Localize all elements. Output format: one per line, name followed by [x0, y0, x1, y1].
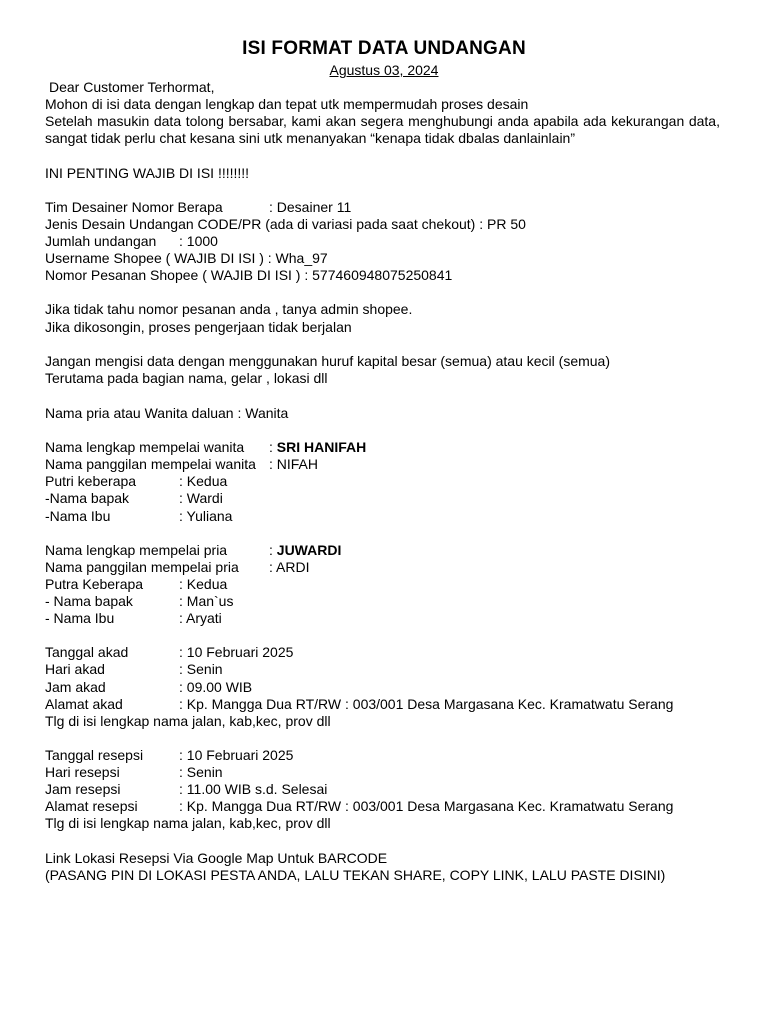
resepsi-date-label: Tanggal resepsi: [45, 747, 144, 763]
akad-date-value: : 10 Februari 2025: [179, 644, 294, 660]
bride-full-name-value: : SRI HANIFAH: [269, 439, 367, 455]
akad-address-label: Alamat akad: [45, 696, 123, 712]
bride-mother-value: : Yuliana: [179, 508, 233, 524]
note-empty-warning: Jika dikosongin, proses pengerjaan tidak berjalan: [45, 319, 352, 335]
intro-paragraph: Setelah masukin data tolong bersabar, kami akan segera menghubungi anda apabila ada kekurangan data, sangat tidak perlu chat kesana sini utk menanyakan “kenapa tidak dbalas danlainlain”: [45, 113, 720, 146]
groom-mother-value: : Aryati: [179, 610, 222, 626]
groom-father-value: : Man`us: [179, 593, 234, 609]
resepsi-day-label: Hari resepsi: [45, 764, 120, 780]
important-notice: INI PENTING WAJIB DI ISI !!!!!!!!: [45, 165, 250, 181]
akad-date-label: Tanggal akad: [45, 644, 129, 660]
groom-full-name-value: : JUWARDI: [269, 542, 342, 558]
note-order-number: Jika tidak tahu nomor pesanan anda , tanya admin shopee.: [45, 301, 413, 317]
bride-father-value: : Wardi: [179, 490, 223, 506]
resepsi-time-label: Jam resepsi: [45, 781, 121, 797]
bride-nickname-label: Nama panggilan mempelai wanita: [45, 456, 256, 472]
bride-father-label: -Nama bapak: [45, 490, 130, 506]
groom-mother-label: - Nama Ibu: [45, 610, 115, 626]
akad-address-note: Tlg di isi lengkap nama jalan, kab,kec, prov dll: [45, 713, 331, 729]
shopee-username-line: Username Shopee ( WAJIB DI ISI ) : Wha_97: [45, 250, 328, 266]
resepsi-day-value: : Senin: [179, 764, 223, 780]
resepsi-time-value: : 11.00 WIB s.d. Selesai: [179, 781, 328, 797]
invitation-count-label: Jumlah undangan: [45, 233, 157, 249]
document-date: Agustus 03, 2024: [329, 62, 439, 78]
designer-team-value: : Desainer 11: [269, 199, 352, 215]
document-title: ISI FORMAT DATA UNDANGAN: [242, 38, 526, 59]
akad-address-value: : Kp. Mangga Dua RT/RW : 003/001 Desa Margasana Kec. Kramatwatu Serang: [179, 696, 674, 712]
akad-time-value: : 09.00 WIB: [179, 679, 253, 695]
groom-father-label: - Nama bapak: [45, 593, 133, 609]
akad-day-value: : Senin: [179, 661, 223, 677]
akad-day-label: Hari akad: [45, 661, 105, 677]
map-link-instruction: (PASANG PIN DI LOKASI PESTA ANDA, LALU TEKAN SHARE, COPY LINK, LALU PASTE DISINI): [45, 867, 666, 883]
name-order-line: Nama pria atau Wanita daluan : Wanita: [45, 405, 289, 421]
resepsi-address-note: Tlg di isi lengkap nama jalan, kab,kec, prov dll: [45, 815, 331, 831]
groom-child-order-value: : Kedua: [179, 576, 228, 592]
design-type-line: Jenis Desain Undangan CODE/PR (ada di variasi pada saat chekout) : PR 50: [45, 216, 526, 232]
resepsi-address-label: Alamat resepsi: [45, 798, 138, 814]
bride-full-name-label: Nama lengkap mempelai wanita: [45, 439, 245, 455]
groom-nickname-label: Nama panggilan mempelai pria: [45, 559, 239, 575]
bride-mother-label: -Nama Ibu: [45, 508, 111, 524]
bride-nickname-value: : NIFAH: [269, 456, 319, 472]
resepsi-address-value: : Kp. Mangga Dua RT/RW : 003/001 Desa Margasana Kec. Kramatwatu Serang: [179, 798, 674, 814]
invitation-count-value: : 1000: [179, 233, 218, 249]
designer-team-label: Tim Desainer Nomor Berapa: [45, 199, 223, 215]
bride-child-order-value: : Kedua: [179, 473, 228, 489]
note-capitalization: Jangan mengisi data dengan menggunakan huruf kapital besar (semua) atau kecil (semua): [45, 353, 611, 369]
resepsi-date-value: : 10 Februari 2025: [179, 747, 294, 763]
map-link-heading: Link Lokasi Resepsi Via Google Map Untuk BARCODE: [45, 850, 388, 866]
greeting: Dear Customer Terhormat,: [49, 79, 215, 95]
shopee-order-number-line: Nomor Pesanan Shopee ( WAJIB DI ISI ) : 577460948075250841: [45, 267, 453, 283]
note-capitalization-detail: Terutama pada bagian nama, gelar , lokasi dll: [45, 370, 328, 386]
groom-child-order-label: Putra Keberapa: [45, 576, 144, 592]
groom-nickname-value: : ARDI: [269, 559, 310, 575]
groom-full-name-label: Nama lengkap mempelai pria: [45, 542, 228, 558]
akad-time-label: Jam akad: [45, 679, 106, 695]
intro-line: Mohon di isi data dengan lengkap dan tepat utk mempermudah proses desain: [45, 96, 529, 112]
bride-child-order-label: Putri keberapa: [45, 473, 137, 489]
